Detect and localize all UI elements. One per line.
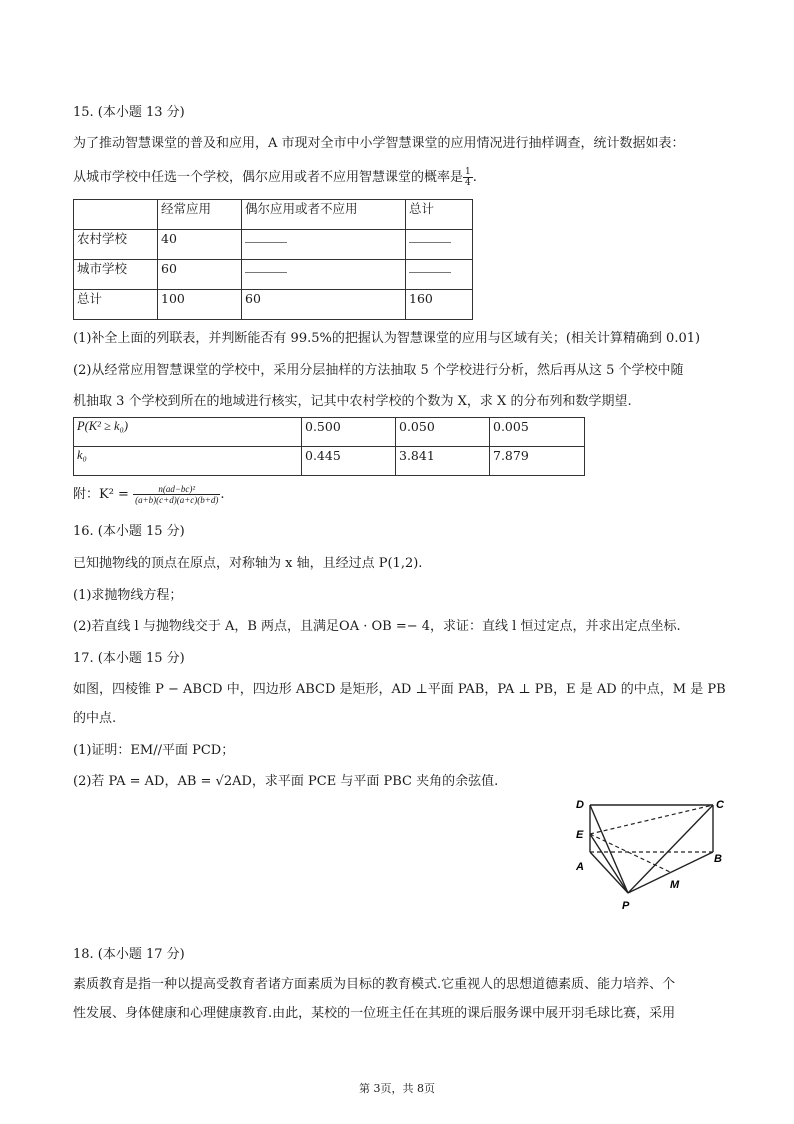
table-cell xyxy=(406,230,473,260)
table-cell: k₀ xyxy=(74,447,302,476)
fraction-numerator: 1 xyxy=(465,167,471,177)
table-cell xyxy=(242,230,406,260)
table-cell: P(K² ≥ k₀) xyxy=(74,418,302,447)
q15-subquestion-2b: 机抽取 3 个学校到所在的地域进行核实，记其中农村学校的个数为 X，求 X 的分布列和数学期望. xyxy=(73,394,632,409)
table-cell: 0.005 xyxy=(490,418,585,447)
appendix-label: 附：K² = xyxy=(73,487,134,502)
table-cell: 40 xyxy=(158,230,242,260)
pyramid-figure xyxy=(566,790,726,940)
blank-line xyxy=(245,260,287,273)
table-row xyxy=(74,447,585,476)
label-p: P xyxy=(622,900,630,912)
table-row xyxy=(74,418,585,447)
fraction-denominator: 4 xyxy=(465,178,471,188)
table-cell: 0.445 xyxy=(302,447,396,476)
probability-fraction xyxy=(463,167,473,188)
blank-line xyxy=(409,230,451,243)
table-row xyxy=(74,230,473,260)
table-cell: 60 xyxy=(158,260,242,290)
q18-header: 18. (本小题 17 分) xyxy=(73,947,185,962)
q17-subquestion-2: (2)若 PA = AD，AB = √2AD，求平面 PCE 与平面 PBC 夹角的余弦值. xyxy=(73,774,499,789)
page-footer: 第 3页，共 8页 xyxy=(359,1082,435,1095)
q15-header: 15. (本小题 13 分) xyxy=(73,105,185,120)
q18-paragraph-1: 素质教育是指一种以提高受教育者诸方面素质为目标的教育模式.它重视人的思想道德素质、能力培养、个 xyxy=(73,977,676,992)
q16-header: 16. (本小题 15 分) xyxy=(73,524,185,539)
table-cell: 100 xyxy=(158,290,242,320)
table-cell xyxy=(242,260,406,290)
period: . xyxy=(472,170,477,185)
table-cell: 总计 xyxy=(74,290,158,320)
q17-subquestion-1: (1)证明：EM//平面 PCD； xyxy=(73,743,235,758)
formula-numerator: n(ad−bc)² xyxy=(133,484,220,495)
table-cell: 60 xyxy=(242,290,406,320)
period: . xyxy=(220,487,225,502)
q15-paragraph-2 xyxy=(73,167,477,188)
table-cell xyxy=(406,260,473,290)
q16-subquestion-2: (2)若直线 l 与抛物线交于 A，B 两点，且满足OA · OB =− 4，求证：直线 l 恒过定点，并求出定点坐标. xyxy=(73,619,681,634)
table-cell: 农村学校 xyxy=(74,230,158,260)
q17-paragraph-1b: 的中点. xyxy=(73,711,117,726)
q17-header: 17. (本小题 15 分) xyxy=(73,651,185,666)
table-cell: 3.841 xyxy=(396,447,490,476)
table-header-cell: 偶尔应用或者不应用 xyxy=(242,200,406,230)
blank-line xyxy=(245,230,287,243)
table-header-cell: 总计 xyxy=(406,200,473,230)
q16-subquestion-1: (1)求抛物线方程； xyxy=(73,588,183,603)
q15-paragraph-1: 为了推动智慧课堂的普及和应用，A 市现对全市中小学智慧课堂的应用情况进行抽样调查，统计数据如表： xyxy=(73,136,685,151)
blank-line xyxy=(409,260,451,273)
table-row xyxy=(74,260,473,290)
q17-paragraph-1a: 如图，四棱锥 P − ABCD 中，四边形 ABCD 是矩形，AD ⊥平面 PAB，PA ⊥ PB，E 是 AD 的中点，M 是 PB xyxy=(73,682,726,697)
q16-paragraph: 已知抛物线的顶点在原点，对称轴为 x 轴，且经过点 P(1,2). xyxy=(73,556,423,571)
table-header-row xyxy=(74,200,473,230)
q15-paragraph-2-text: 从城市学校中任选一个学校，偶尔应用或者不应用智慧课堂的概率是 xyxy=(73,170,464,185)
label-m: M xyxy=(670,879,680,891)
label-b: B xyxy=(714,853,722,865)
label-e: E xyxy=(576,829,584,841)
table-header-cell: 经常应用 xyxy=(158,200,242,230)
label-a: A xyxy=(576,861,584,873)
table-cell: 0.500 xyxy=(302,418,396,447)
table-header-cell xyxy=(74,200,158,230)
critical-value-table xyxy=(73,417,585,476)
table-cell: 城市学校 xyxy=(74,260,158,290)
q15-appendix xyxy=(73,484,225,505)
label-d: D xyxy=(576,799,584,811)
label-c: C xyxy=(716,799,724,811)
q18-paragraph-2: 性发展、身体健康和心理健康教育.由此，某校的一位班主任在其班的课后服务课中展开羽毛球比赛，采用 xyxy=(73,1006,676,1021)
table-cell: 160 xyxy=(406,290,473,320)
q15-subquestion-1: (1)补全上面的列联表，并判断能否有 99.5%的把握认为智慧课堂的应用与区域有关；(相关计算精确到 0.01) xyxy=(73,331,701,346)
contingency-table xyxy=(73,199,473,320)
table-row xyxy=(74,290,473,320)
table-cell: 7.879 xyxy=(490,447,585,476)
k-squared-formula xyxy=(133,484,220,505)
formula-denominator: (a+b)(c+d)(a+c)(b+d) xyxy=(135,495,219,505)
table-cell: 0.050 xyxy=(396,418,490,447)
q15-subquestion-2a: (2)从经常应用智慧课堂的学校中，采用分层抽样的方法抽取 5 个学校进行分析，然后再从这 5 个学校中随 xyxy=(73,363,684,378)
